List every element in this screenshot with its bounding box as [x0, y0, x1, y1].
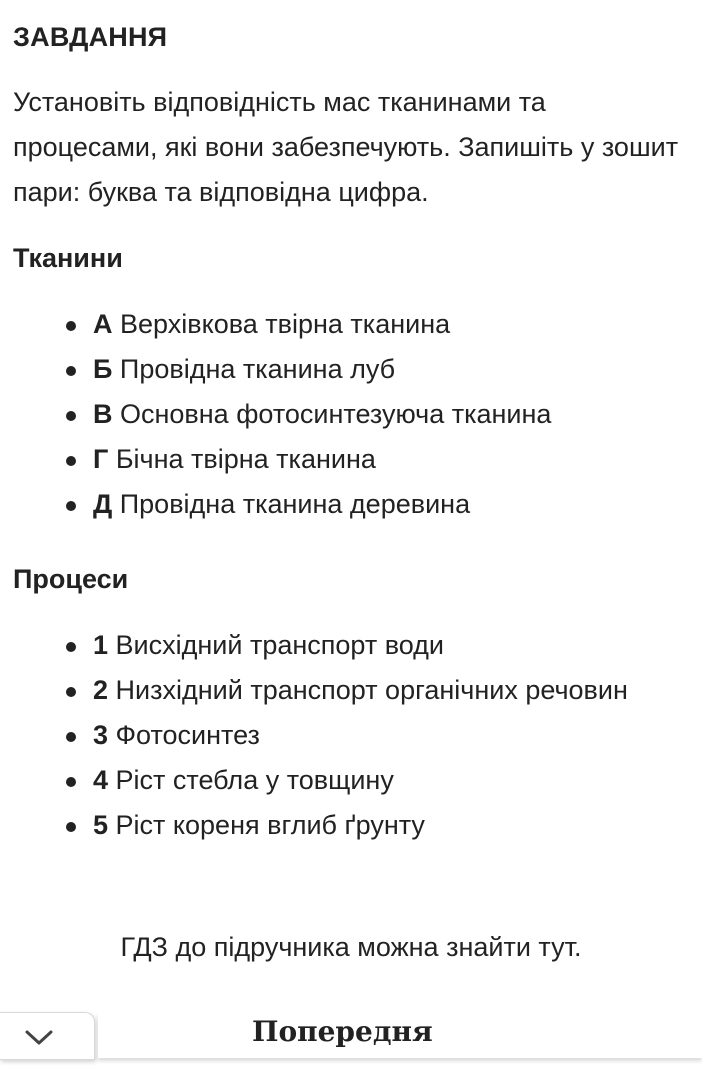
list-item: [13, 302, 683, 347]
item-number: 3: [93, 720, 109, 750]
list-item: [13, 437, 683, 482]
item-text: Висхідний транспорт води: [108, 630, 444, 660]
item-text: Бічна твірна тканина: [108, 444, 376, 474]
collapse-button[interactable]: [0, 1012, 95, 1060]
item-text: Фотосинтез: [108, 720, 260, 750]
item-letter: А: [93, 309, 113, 339]
bullet-icon: [66, 777, 76, 787]
item-letter: Г: [93, 444, 109, 474]
processes-list: [13, 623, 683, 848]
bullet-icon: [66, 501, 76, 511]
bullet-icon: [66, 366, 76, 376]
item-number: 4: [93, 765, 109, 795]
item-text: Провідна тканина луб: [112, 354, 396, 384]
bullet-icon: [66, 642, 76, 652]
list-item: [13, 392, 683, 437]
list-item: [13, 668, 683, 713]
bullet-icon: [66, 687, 76, 697]
list-item: [13, 803, 683, 848]
item-text: Ріст стебла у товщину: [108, 765, 394, 795]
list-item: [13, 347, 683, 392]
list-item: [13, 758, 683, 803]
item-text: Верхівкова твірна тканина: [112, 309, 451, 339]
bullet-icon: [66, 456, 76, 466]
item-letter: Д: [93, 489, 113, 519]
textbook-link-note[interactable]: ГДЗ до підручника можна знайти тут.: [120, 932, 582, 962]
item-letter: Б: [93, 354, 113, 384]
list-item: [13, 623, 683, 668]
bullet-icon: [66, 732, 76, 742]
item-number: 1: [93, 630, 109, 660]
bullet-icon: [66, 822, 76, 832]
item-text: Низхідний транспорт органічних речовин: [108, 675, 628, 705]
item-text: Провідна тканина деревина: [112, 489, 471, 519]
item-text: Ріст кореня вглиб ґрунту: [108, 810, 425, 840]
item-letter: В: [93, 399, 113, 429]
bullet-icon: [66, 321, 76, 331]
tissues-heading: Тканини: [13, 243, 123, 273]
item-number: 5: [93, 810, 109, 840]
bullet-icon: [66, 411, 76, 421]
task-title: ЗАВДАННЯ: [13, 22, 168, 52]
list-item: [13, 713, 683, 758]
item-number: 2: [93, 675, 109, 705]
previous-page-button[interactable]: Попередня: [252, 1015, 433, 1048]
list-item: [13, 482, 683, 527]
chevron-down-icon: [24, 1029, 54, 1047]
processes-heading: Процеси: [13, 564, 129, 594]
tissues-list: [13, 302, 683, 527]
item-text: Основна фотосинтезуюча тканина: [112, 399, 552, 429]
task-instructions: Установіть відповідність мас тканинами та процесами, які вони забезпечують. Запишіть у зошит пари: буква та відповідна цифра.: [13, 87, 679, 207]
